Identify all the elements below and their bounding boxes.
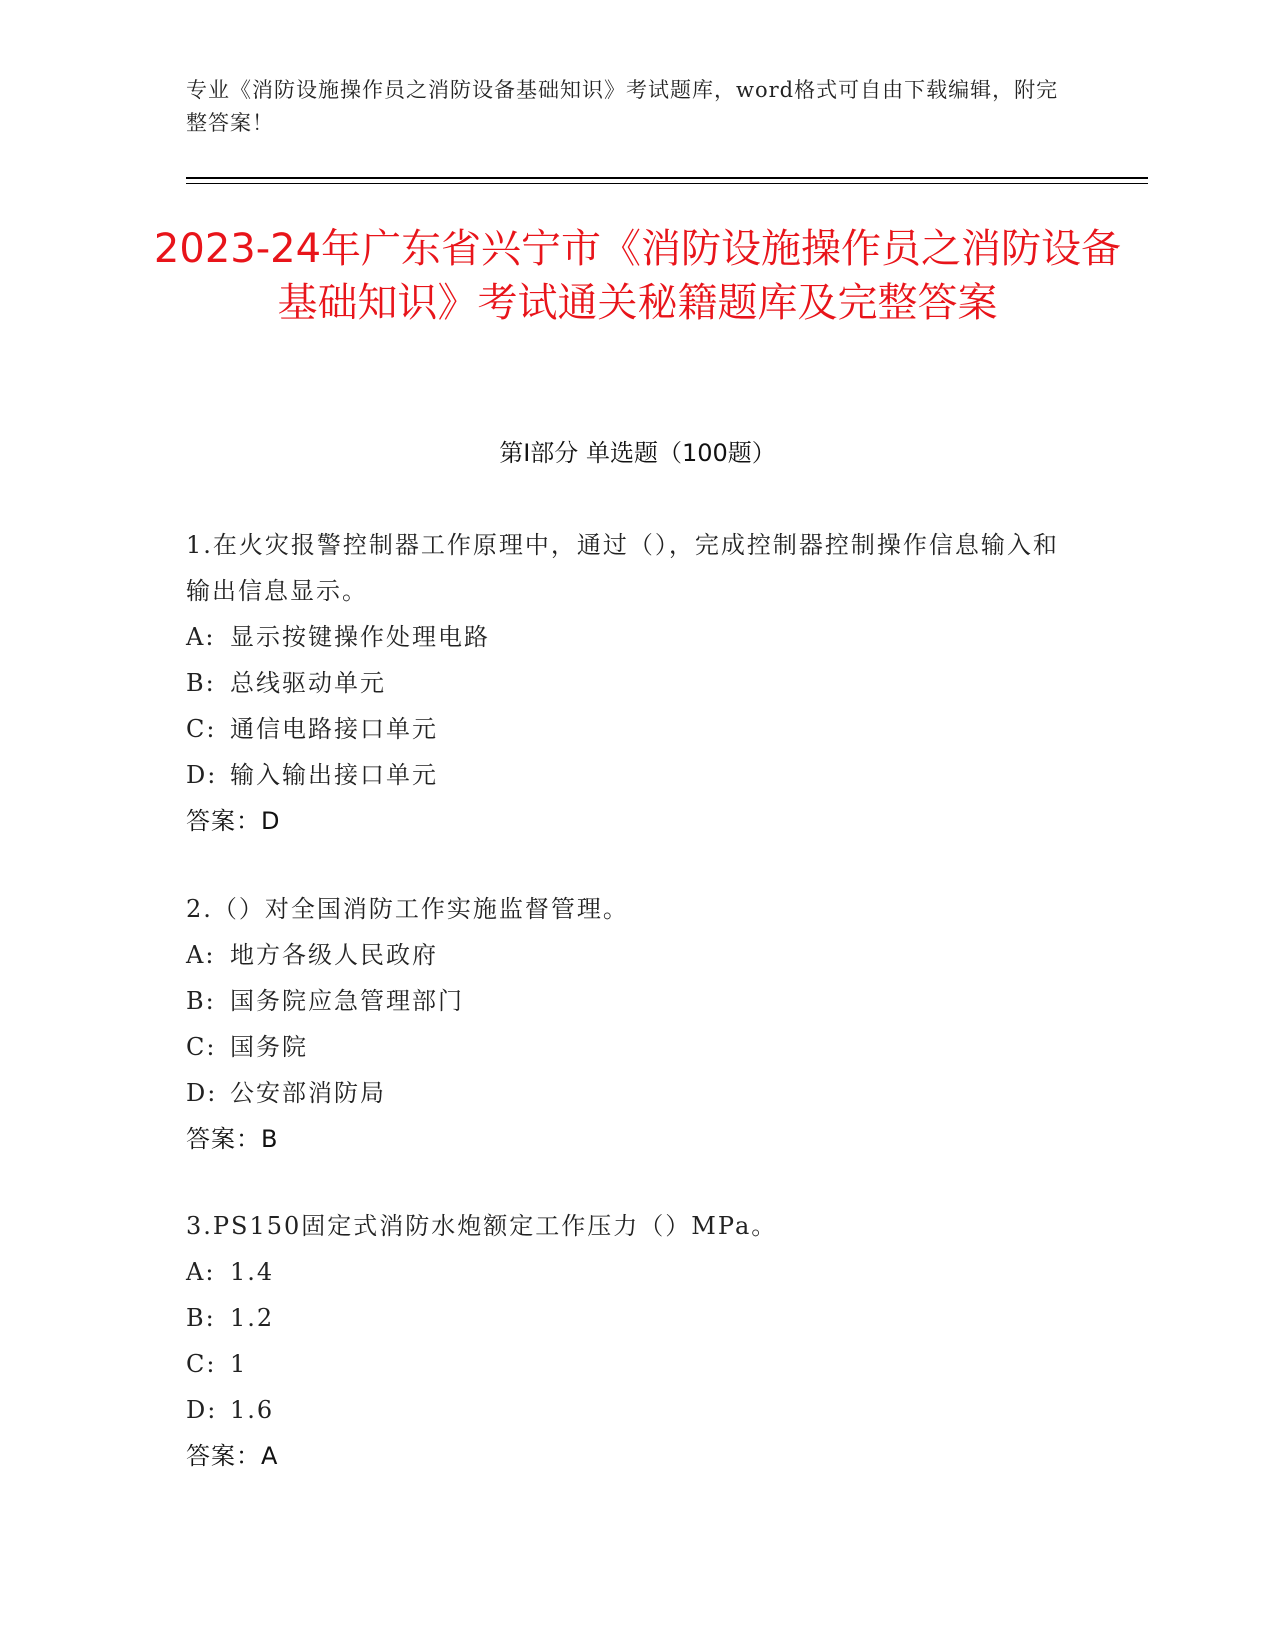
answer-value: D: [261, 807, 281, 835]
option-b: [186, 660, 1066, 706]
answer-label: 答案：: [186, 807, 261, 835]
option-d: [186, 1387, 1066, 1433]
option-a: [186, 932, 1066, 978]
header-divider-thick: [186, 177, 1148, 179]
question-stem: 3.PS150固定式消防水炮额定工作压力（）MPa。: [186, 1212, 778, 1240]
option-letter: D:: [186, 1396, 218, 1424]
question-stem: 1.在火灾报警控制器工作原理中，通过（），完成控制器控制操作信息输入和输出信息显示。: [186, 531, 1059, 605]
question-1: [186, 522, 1066, 844]
answer-value: A: [261, 1442, 279, 1470]
option-b: [186, 1295, 1066, 1341]
option-text: 输入输出接口单元: [230, 761, 438, 789]
option-text: 显示按键操作处理电路: [230, 623, 490, 651]
question-2: [186, 886, 1066, 1162]
option-letter: A:: [186, 1258, 216, 1286]
question-3: [186, 1203, 1066, 1479]
answer-label: 答案：: [186, 1125, 261, 1153]
option-letter: A:: [186, 941, 216, 969]
option-c: [186, 1341, 1066, 1387]
option-text: 1.6: [230, 1396, 275, 1424]
option-letter: B:: [186, 1304, 216, 1332]
section-heading: 第I部分 单选题（100题）: [499, 439, 776, 467]
option-text: 1.4: [230, 1258, 275, 1286]
answer-value: B: [261, 1125, 279, 1153]
option-c: [186, 1024, 1066, 1070]
option-b: [186, 978, 1066, 1024]
option-a: [186, 614, 1066, 660]
option-text: 地方各级人民政府: [230, 941, 438, 969]
option-text: 公安部消防局: [230, 1079, 386, 1107]
answer-line: [186, 1433, 1066, 1479]
option-letter: B:: [186, 669, 216, 697]
option-letter: C:: [186, 1033, 217, 1061]
option-text: 1.2: [230, 1304, 275, 1332]
option-letter: A:: [186, 623, 216, 651]
answer-line: [186, 798, 1066, 844]
header-note: 专业《消防设施操作员之消防设备基础知识》考试题库，word格式可自由下载编辑，附完整答案！: [186, 78, 1059, 135]
option-text: 国务院应急管理部门: [230, 987, 464, 1015]
document-title: 2023-24年广东省兴宁市《消防设施操作员之消防设备基础知识》考试通关秘籍题库及完整答案: [153, 226, 1122, 326]
option-letter: C:: [186, 715, 217, 743]
option-text: 总线驱动单元: [230, 669, 386, 697]
header-divider-thin: [186, 183, 1148, 184]
option-letter: C:: [186, 1350, 217, 1378]
option-d: [186, 1070, 1066, 1116]
answer-line: [186, 1116, 1066, 1162]
option-letter: D:: [186, 761, 218, 789]
option-text: 1: [230, 1350, 248, 1378]
option-a: [186, 1249, 1066, 1295]
option-d: [186, 752, 1066, 798]
question-stem: 2.（）对全国消防工作实施监督管理。: [186, 895, 629, 923]
option-text: 国务院: [230, 1033, 308, 1061]
option-text: 通信电路接口单元: [230, 715, 438, 743]
option-c: [186, 706, 1066, 752]
option-letter: D:: [186, 1079, 218, 1107]
answer-label: 答案：: [186, 1442, 261, 1470]
option-letter: B:: [186, 987, 216, 1015]
